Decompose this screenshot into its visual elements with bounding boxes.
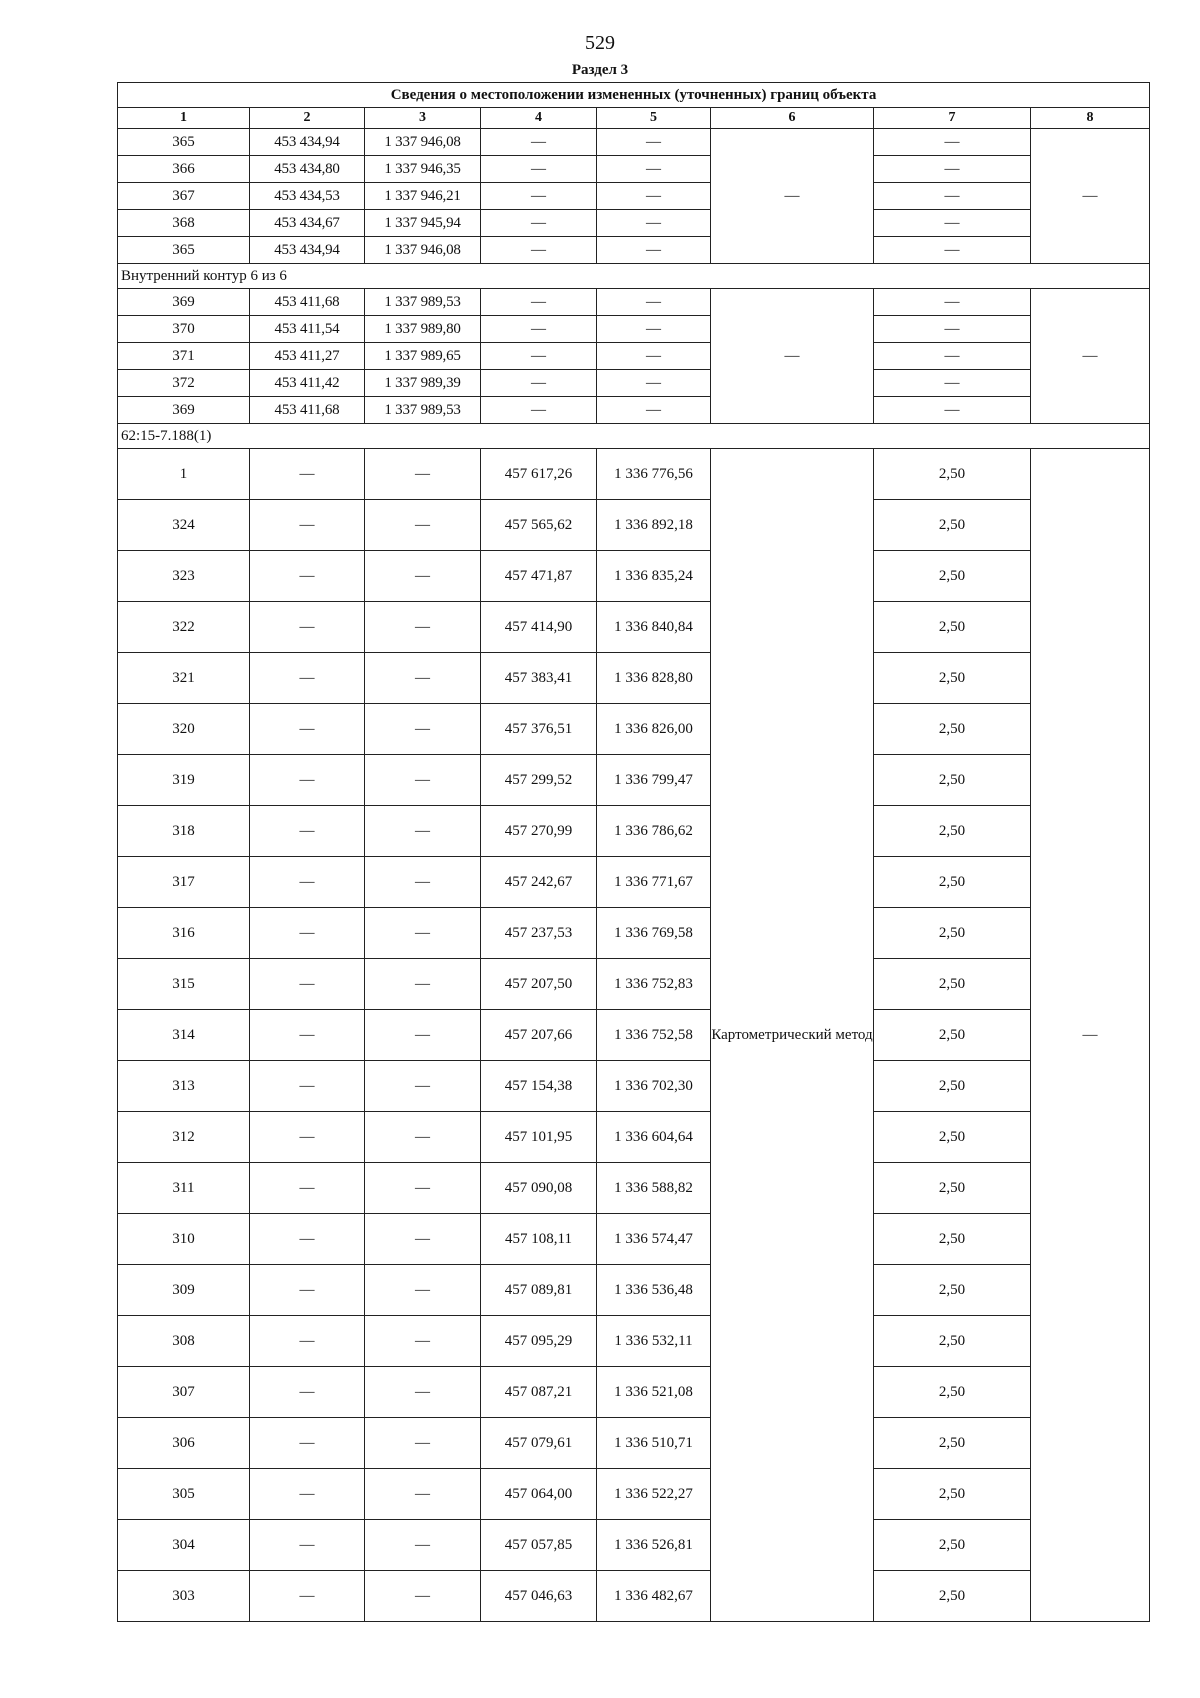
old-y-cell: — [365, 1214, 481, 1265]
description-cell: — [1031, 289, 1150, 424]
point-number-cell: 305 [118, 1469, 250, 1520]
new-x-cell: — [481, 289, 597, 316]
new-x-cell: — [481, 156, 597, 183]
point-number-cell: 367 [118, 183, 250, 210]
point-number-cell: 313 [118, 1061, 250, 1112]
coordinate-x-cell: 457 207,50 [481, 959, 597, 1010]
new-y-cell: — [597, 289, 711, 316]
table-row [118, 755, 1150, 806]
coordinate-y-cell: 1 337 945,94 [365, 210, 481, 237]
accuracy-cell: 2,50 [874, 959, 1031, 1010]
method-cell: Картометрический метод [711, 449, 874, 1622]
coordinate-y-cell: 1 336 776,56 [597, 449, 711, 500]
column-number: 7 [874, 108, 1031, 129]
accuracy-cell: — [874, 289, 1031, 316]
table-row [118, 500, 1150, 551]
accuracy-cell: — [874, 183, 1031, 210]
old-x-cell: — [250, 857, 365, 908]
table-row [118, 1163, 1150, 1214]
new-y-cell: — [597, 129, 711, 156]
new-x-cell: — [481, 343, 597, 370]
new-y-cell: — [597, 210, 711, 237]
point-number-cell: 321 [118, 653, 250, 704]
old-y-cell: — [365, 1112, 481, 1163]
coordinate-x-cell: 457 471,87 [481, 551, 597, 602]
accuracy-cell: 2,50 [874, 1418, 1031, 1469]
coordinate-y-cell: 1 337 946,08 [365, 237, 481, 264]
new-x-cell: — [481, 129, 597, 156]
point-number-cell: 370 [118, 316, 250, 343]
coordinate-y-cell: 1 336 510,71 [597, 1418, 711, 1469]
coordinate-y-cell: 1 336 752,83 [597, 959, 711, 1010]
point-number-cell: 316 [118, 908, 250, 959]
old-x-cell: — [250, 704, 365, 755]
coordinate-x-cell: 457 414,90 [481, 602, 597, 653]
coordinate-y-cell: 1 336 604,64 [597, 1112, 711, 1163]
table-body [118, 83, 1150, 1622]
table-row [118, 1112, 1150, 1163]
table-row [118, 602, 1150, 653]
point-number-cell: 320 [118, 704, 250, 755]
table-row [118, 1010, 1150, 1061]
point-number-cell: 303 [118, 1571, 250, 1622]
coordinate-x-cell: 457 108,11 [481, 1214, 597, 1265]
accuracy-cell: 2,50 [874, 602, 1031, 653]
table-row [118, 959, 1150, 1010]
contour-label-row [118, 264, 1150, 289]
coordinate-y-cell: 1 336 702,30 [597, 1061, 711, 1112]
point-number-cell: 310 [118, 1214, 250, 1265]
table-row [118, 1571, 1150, 1622]
coordinate-x-cell: 457 617,26 [481, 449, 597, 500]
table-header-row [118, 83, 1150, 108]
coordinate-y-cell: 1 336 752,58 [597, 1010, 711, 1061]
point-number-cell: 372 [118, 370, 250, 397]
coordinate-x-cell: 457 565,62 [481, 500, 597, 551]
accuracy-cell: 2,50 [874, 704, 1031, 755]
coordinate-y-cell: 1 336 769,58 [597, 908, 711, 959]
coordinate-x-cell: 457 090,08 [481, 1163, 597, 1214]
old-y-cell: — [365, 1265, 481, 1316]
point-number-cell: 315 [118, 959, 250, 1010]
accuracy-cell: — [874, 316, 1031, 343]
old-x-cell: — [250, 1367, 365, 1418]
coordinate-y-cell: 1 337 946,35 [365, 156, 481, 183]
contour-label: Внутренний контур 6 из 6 [118, 264, 1150, 289]
point-number-cell: 371 [118, 343, 250, 370]
table-row [118, 1265, 1150, 1316]
point-number-cell: 312 [118, 1112, 250, 1163]
old-y-cell: — [365, 602, 481, 653]
table-row [118, 237, 1150, 264]
old-x-cell: — [250, 1112, 365, 1163]
point-number-cell: 319 [118, 755, 250, 806]
coordinate-y-cell: 1 336 532,11 [597, 1316, 711, 1367]
column-number: 5 [597, 108, 711, 129]
accuracy-cell: 2,50 [874, 1520, 1031, 1571]
new-y-cell: — [597, 343, 711, 370]
accuracy-cell: 2,50 [874, 1571, 1031, 1622]
accuracy-cell: 2,50 [874, 1469, 1031, 1520]
old-y-cell: — [365, 908, 481, 959]
coordinate-x-cell: 457 095,29 [481, 1316, 597, 1367]
coordinate-y-cell: 1 336 588,82 [597, 1163, 711, 1214]
accuracy-cell: — [874, 397, 1031, 424]
coordinate-x-cell: 453 434,94 [250, 129, 365, 156]
new-y-cell: — [597, 397, 711, 424]
point-number-cell: 365 [118, 129, 250, 156]
coordinate-y-cell: 1 336 526,81 [597, 1520, 711, 1571]
coordinate-y-cell: 1 336 482,67 [597, 1571, 711, 1622]
old-y-cell: — [365, 1418, 481, 1469]
coordinate-y-cell: 1 336 826,00 [597, 704, 711, 755]
point-number-cell: 318 [118, 806, 250, 857]
old-x-cell: — [250, 755, 365, 806]
table-row [118, 397, 1150, 424]
old-x-cell: — [250, 602, 365, 653]
coordinate-x-cell: 457 383,41 [481, 653, 597, 704]
accuracy-cell: 2,50 [874, 908, 1031, 959]
table-row [118, 653, 1150, 704]
old-x-cell: — [250, 1010, 365, 1061]
coordinate-x-cell: 453 411,54 [250, 316, 365, 343]
new-y-cell: — [597, 156, 711, 183]
accuracy-cell: 2,50 [874, 1316, 1031, 1367]
point-number-cell: 307 [118, 1367, 250, 1418]
coordinate-x-cell: 457 376,51 [481, 704, 597, 755]
coordinate-y-cell: 1 336 840,84 [597, 602, 711, 653]
coordinate-x-cell: 457 101,95 [481, 1112, 597, 1163]
table-row [118, 551, 1150, 602]
point-number-cell: 369 [118, 397, 250, 424]
column-numbers-row [118, 108, 1150, 129]
old-y-cell: — [365, 1571, 481, 1622]
old-y-cell: — [365, 1163, 481, 1214]
old-y-cell: — [365, 1061, 481, 1112]
point-number-cell: 311 [118, 1163, 250, 1214]
point-number-cell: 365 [118, 237, 250, 264]
accuracy-cell: — [874, 129, 1031, 156]
coordinate-x-cell: 453 434,94 [250, 237, 365, 264]
point-number-cell: 304 [118, 1520, 250, 1571]
point-number-cell: 306 [118, 1418, 250, 1469]
old-y-cell: — [365, 806, 481, 857]
coordinate-x-cell: 453 411,42 [250, 370, 365, 397]
table-row [118, 289, 1150, 316]
old-x-cell: — [250, 500, 365, 551]
column-number: 4 [481, 108, 597, 129]
accuracy-cell: 2,50 [874, 1112, 1031, 1163]
table-row [118, 704, 1150, 755]
coordinate-y-cell: 1 336 522,27 [597, 1469, 711, 1520]
new-y-cell: — [597, 237, 711, 264]
table-row [118, 1520, 1150, 1571]
old-y-cell: — [365, 1469, 481, 1520]
coordinate-y-cell: 1 336 799,47 [597, 755, 711, 806]
coordinate-x-cell: 453 411,27 [250, 343, 365, 370]
coordinate-y-cell: 1 336 536,48 [597, 1265, 711, 1316]
column-number: 8 [1031, 108, 1150, 129]
point-number-cell: 368 [118, 210, 250, 237]
old-x-cell: — [250, 1316, 365, 1367]
old-y-cell: — [365, 653, 481, 704]
accuracy-cell: 2,50 [874, 755, 1031, 806]
old-y-cell: — [365, 704, 481, 755]
table-row [118, 1418, 1150, 1469]
old-x-cell: — [250, 449, 365, 500]
coordinate-x-cell: 457 242,67 [481, 857, 597, 908]
coordinate-x-cell: 453 411,68 [250, 397, 365, 424]
table-row [118, 343, 1150, 370]
old-x-cell: — [250, 1520, 365, 1571]
coordinate-y-cell: 1 337 946,08 [365, 129, 481, 156]
table-row [118, 1061, 1150, 1112]
point-number-cell: 1 [118, 449, 250, 500]
old-x-cell: — [250, 1061, 365, 1112]
point-number-cell: 369 [118, 289, 250, 316]
accuracy-cell: 2,50 [874, 551, 1031, 602]
new-x-cell: — [481, 237, 597, 264]
accuracy-cell: — [874, 370, 1031, 397]
accuracy-cell: 2,50 [874, 500, 1031, 551]
old-x-cell: — [250, 1265, 365, 1316]
table-row [118, 1469, 1150, 1520]
new-x-cell: — [481, 370, 597, 397]
old-x-cell: — [250, 653, 365, 704]
table-row [118, 316, 1150, 343]
table-header: Сведения о местоположении измененных (уточненных) границ объекта [118, 83, 1150, 108]
coordinate-x-cell: 457 270,99 [481, 806, 597, 857]
old-x-cell: — [250, 959, 365, 1010]
boundary-coordinates-table [117, 82, 1150, 1622]
method-cell: — [711, 289, 874, 424]
coordinate-y-cell: 1 336 771,67 [597, 857, 711, 908]
coordinate-x-cell: 457 057,85 [481, 1520, 597, 1571]
parcel-label-row [118, 424, 1150, 449]
new-x-cell: — [481, 183, 597, 210]
coordinate-x-cell: 453 434,67 [250, 210, 365, 237]
accuracy-cell: 2,50 [874, 1061, 1031, 1112]
old-y-cell: — [365, 1367, 481, 1418]
point-number-cell: 324 [118, 500, 250, 551]
table-row [118, 183, 1150, 210]
table-row [118, 156, 1150, 183]
new-y-cell: — [597, 316, 711, 343]
point-number-cell: 323 [118, 551, 250, 602]
point-number-cell: 308 [118, 1316, 250, 1367]
coordinate-x-cell: 457 299,52 [481, 755, 597, 806]
column-number: 3 [365, 108, 481, 129]
new-y-cell: — [597, 183, 711, 210]
coordinate-y-cell: 1 336 828,80 [597, 653, 711, 704]
table-row [118, 806, 1150, 857]
coordinate-y-cell: 1 337 946,21 [365, 183, 481, 210]
coordinate-y-cell: 1 336 521,08 [597, 1367, 711, 1418]
point-number-cell: 366 [118, 156, 250, 183]
accuracy-cell: 2,50 [874, 1010, 1031, 1061]
old-y-cell: — [365, 1316, 481, 1367]
parcel-label: 62:15-7.188(1) [118, 424, 1150, 449]
new-x-cell: — [481, 210, 597, 237]
accuracy-cell: 2,50 [874, 1367, 1031, 1418]
old-x-cell: — [250, 806, 365, 857]
old-y-cell: — [365, 449, 481, 500]
point-number-cell: 317 [118, 857, 250, 908]
old-y-cell: — [365, 551, 481, 602]
accuracy-cell: 2,50 [874, 806, 1031, 857]
column-number: 1 [118, 108, 250, 129]
coordinate-y-cell: 1 336 786,62 [597, 806, 711, 857]
page-number: 529 [585, 32, 615, 54]
coordinate-y-cell: 1 336 574,47 [597, 1214, 711, 1265]
coordinate-x-cell: 457 154,38 [481, 1061, 597, 1112]
accuracy-cell: — [874, 156, 1031, 183]
coordinate-x-cell: 457 237,53 [481, 908, 597, 959]
coordinate-x-cell: 457 089,81 [481, 1265, 597, 1316]
new-y-cell: — [597, 370, 711, 397]
column-number: 6 [711, 108, 874, 129]
point-number-cell: 309 [118, 1265, 250, 1316]
table-row [118, 210, 1150, 237]
coordinate-x-cell: 457 046,63 [481, 1571, 597, 1622]
old-x-cell: — [250, 1571, 365, 1622]
coordinate-y-cell: 1 337 989,53 [365, 397, 481, 424]
coordinate-x-cell: 453 434,53 [250, 183, 365, 210]
coordinate-x-cell: 457 087,21 [481, 1367, 597, 1418]
old-x-cell: — [250, 1418, 365, 1469]
description-cell: — [1031, 449, 1150, 1622]
point-number-cell: 322 [118, 602, 250, 653]
old-x-cell: — [250, 908, 365, 959]
coordinate-y-cell: 1 337 989,65 [365, 343, 481, 370]
old-y-cell: — [365, 959, 481, 1010]
accuracy-cell: 2,50 [874, 1214, 1031, 1265]
old-x-cell: — [250, 1214, 365, 1265]
coordinate-y-cell: 1 337 989,80 [365, 316, 481, 343]
table-row [118, 449, 1150, 500]
old-y-cell: — [365, 500, 481, 551]
accuracy-cell: 2,50 [874, 1265, 1031, 1316]
table-row [118, 1316, 1150, 1367]
coordinate-y-cell: 1 337 989,53 [365, 289, 481, 316]
table-row [118, 129, 1150, 156]
coordinate-x-cell: 457 064,00 [481, 1469, 597, 1520]
accuracy-cell: 2,50 [874, 1163, 1031, 1214]
coordinate-x-cell: 453 411,68 [250, 289, 365, 316]
old-y-cell: — [365, 755, 481, 806]
coordinate-x-cell: 453 434,80 [250, 156, 365, 183]
column-number: 2 [250, 108, 365, 129]
accuracy-cell: 2,50 [874, 653, 1031, 704]
old-x-cell: — [250, 551, 365, 602]
accuracy-cell: 2,50 [874, 449, 1031, 500]
point-number-cell: 314 [118, 1010, 250, 1061]
old-x-cell: — [250, 1469, 365, 1520]
old-x-cell: — [250, 1163, 365, 1214]
coordinate-x-cell: 457 207,66 [481, 1010, 597, 1061]
coordinate-y-cell: 1 336 835,24 [597, 551, 711, 602]
table-row [118, 908, 1150, 959]
table-row [118, 1214, 1150, 1265]
table-row [118, 1367, 1150, 1418]
description-cell: — [1031, 129, 1150, 264]
table-row [118, 370, 1150, 397]
old-y-cell: — [365, 857, 481, 908]
table-row [118, 857, 1150, 908]
old-y-cell: — [365, 1010, 481, 1061]
coordinate-y-cell: 1 337 989,39 [365, 370, 481, 397]
accuracy-cell: — [874, 343, 1031, 370]
new-x-cell: — [481, 397, 597, 424]
coordinate-x-cell: 457 079,61 [481, 1418, 597, 1469]
method-cell: — [711, 129, 874, 264]
old-y-cell: — [365, 1520, 481, 1571]
new-x-cell: — [481, 316, 597, 343]
section-title: Раздел 3 [571, 62, 629, 78]
accuracy-cell: 2,50 [874, 857, 1031, 908]
accuracy-cell: — [874, 237, 1031, 264]
accuracy-cell: — [874, 210, 1031, 237]
coordinate-y-cell: 1 336 892,18 [597, 500, 711, 551]
